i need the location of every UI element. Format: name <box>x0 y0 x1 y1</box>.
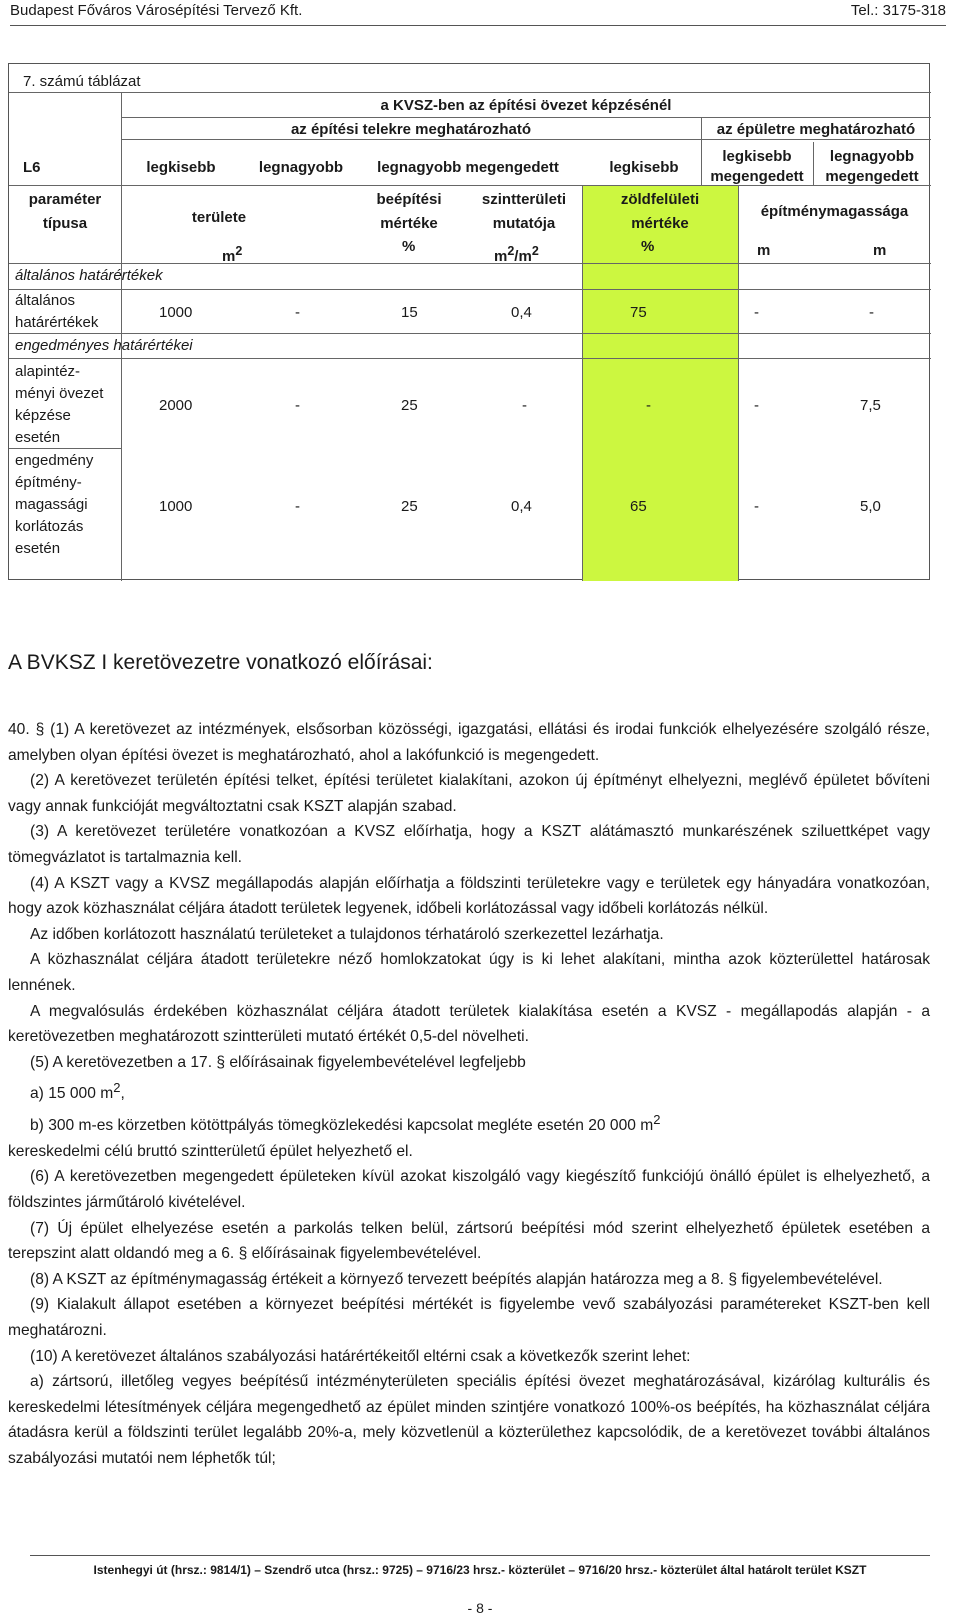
unit-m2-per-m2: $m^2/m^2$ <box>494 244 539 265</box>
limit-col1: legkisebb <box>146 159 216 176</box>
row-height-label-4: korlátozás <box>15 518 84 535</box>
param-zold-a: zöldfelületi <box>620 191 700 208</box>
param-terulete: területe <box>191 209 247 226</box>
row-general-v2: - <box>295 304 300 321</box>
row-inst-v3: 25 <box>401 397 418 414</box>
row-inst-v5: - <box>646 397 651 414</box>
paragraph: 40. § (1) A keretövezet az intézmények, elsősorban közösségi, igazgatási, ellátási és irodai funkciók elhelyezésére szolgáló része, amelyben olyan építési övezet is meghatározható, ahol a lakófunkció is megengedett. <box>8 721 930 764</box>
row-height-label-5: esetén <box>15 540 61 557</box>
section-title: A BVKSZ I keretövezetre vonatkozó előírásai: <box>8 651 433 674</box>
page-number: - 8 - <box>467 1600 493 1616</box>
row-height-v7: 5,0 <box>860 498 881 515</box>
param-szint-a: szintterületi <box>481 191 567 208</box>
phone-number: Tel.: 3175-318 <box>850 2 946 19</box>
header-telek: az építési telekre meghatározható <box>290 121 532 138</box>
row-inst-v6: - <box>754 397 759 414</box>
row-height-v1: 1000 <box>159 498 193 515</box>
list-item: a) 15 000 $m^2$, <box>30 1080 125 1103</box>
paragraph: (3) A keretövezet területére vonatkozóan a KVSZ előírhatja, hogy a KSZT alátámasztó munkarészének sziluettképet vagy tömegvázlatot is tartalmaznia kell. <box>8 823 930 866</box>
row-general-label-b: határértékek <box>15 314 99 331</box>
limit-col5a: legkisebb <box>722 148 792 165</box>
row-height-v3: 25 <box>401 498 418 515</box>
param-beep-a: beépítési <box>376 191 442 208</box>
limit-col4: legkisebb <box>609 159 679 176</box>
unit-percent: % <box>402 238 416 255</box>
paragraph: (8) A KSZT az építménymagasság értékeit a környező tervezett beépítés alapján határozza meg a 8. § figyelembevételével. <box>30 1270 883 1288</box>
paragraph: (10) A keretövezet általános szabályozási határértékeitől eltérni csak a következők szerint lehet: <box>30 1347 691 1365</box>
unit-m-1: m <box>757 242 771 259</box>
row-general-v7: - <box>869 304 874 321</box>
param-type-b: típusa <box>42 215 88 232</box>
company-name: Budapest Főváros Városépítési Tervező Kft. <box>10 2 303 19</box>
paragraph: a) zártsorú, illetőleg vegyes beépítésű intézményterületen speciális építési övezet meghatározásával, kizárólag kulturális és kereskedelmi létesítmények céljára megengedhető az épület minden szintjére vonatkozó 100%-os beépítés, ha közhasználat céljára átadásra kerül a földszinti terület legalább 20%-a, mely közvetlenül a közterülethez kapcsolódik, de a keretövezet további általános szabályozási mutatói nem léphetők túl; <box>8 1373 930 1467</box>
regulation-table <box>8 63 930 580</box>
row-inst-v2: - <box>295 397 300 414</box>
row-inst-label-1: alapintéz- <box>15 363 81 380</box>
row-general-v1: 1000 <box>159 304 193 321</box>
row-height-label-2: építmény- <box>15 474 82 491</box>
row-inst-label-4: esetén <box>15 429 61 446</box>
footer-text: Istenhegyi út (hrsz.: 9814/1) – Szendrő utca (hrsz.: 9725) – 9716/23 hrsz.- közterület – 9716/20 hrsz.- közterület által határolt terület KSZT <box>93 1563 867 1577</box>
section-general: általános határértékek <box>15 267 163 284</box>
row-height-v5: 65 <box>630 498 647 515</box>
zone-code: L6 <box>23 159 41 176</box>
header-rule <box>10 25 946 26</box>
paragraph: (5) A keretövezetben a 17. § előírásainak figyelembevételével legfeljebb <box>30 1053 526 1071</box>
table-caption: 7. számú táblázat <box>23 73 141 90</box>
unit-m-2: m <box>873 242 887 259</box>
row-inst-v7: 7,5 <box>860 397 881 414</box>
paragraph: A közhasználat céljára átadott területekre néző homlokzatokat úgy is ki lehet alakítani, mintha azok közterülettel határosak lennének. <box>8 951 930 994</box>
param-beep-b: mértéke <box>380 215 438 232</box>
section-exempt: engedményes határértékei <box>15 337 193 354</box>
row-height-label-3: magassági <box>15 496 88 513</box>
footer-rule <box>30 1555 930 1556</box>
regulation-text <box>8 717 930 1472</box>
paragraph: (9) Kialakult állapot esetében a környezet beépítési mértékét is figyelembe vevő szabályozási paramétereket KSZT-ben kell meghatározni. <box>8 1296 930 1340</box>
row-general-v3: 15 <box>401 304 418 321</box>
paragraph: A megvalósulás érdekében közhasználat céljára átadott területek kialakítása esetén a KVSZ - megállapodás alapján - a keretövezetben meghatározott szintterületi mutató értékét 0,5-del növelheti. <box>8 1002 930 1046</box>
row-inst-label-3: képzése <box>15 407 71 424</box>
unit-m2: $m^2$ <box>222 244 243 265</box>
limit-col3: legnagyobb megengedett <box>377 159 559 176</box>
paragraph: (2) A keretövezet területén építési telket, építési területet kialakítani, azokon új építményt elhelyezni, meglévő épületet bővíteni vagy annak funkcióját megváltoztatni csak KSZT alapján szabad. <box>8 772 930 815</box>
limit-col6b: megengedett <box>825 168 919 185</box>
row-inst-v4: - <box>522 397 527 414</box>
row-general-label-a: általános <box>15 292 76 309</box>
param-magassag: építménymagassága <box>760 203 909 220</box>
limit-col5b: megengedett <box>710 168 804 185</box>
header-epulet: az épületre meghatározható <box>716 121 916 138</box>
row-height-v6: - <box>754 498 759 515</box>
header-kvsz: a KVSZ-ben az építési övezet képzésénél <box>380 97 672 114</box>
unit-percent-green: % <box>641 238 655 255</box>
paragraph: (6) A keretövezetben megengedett épületeken kívül azokat kiszolgáló vagy kiegészítő funkciójú önálló épület is elhelyezhető, a földszintes járműtároló kivételével. <box>8 1168 930 1212</box>
paragraph: (4) A KSZT vagy a KVSZ megállapodás alapján előírhatja a földszinti területekre vagy e területek egy hányadára vonatkozóan, hogy azok közhasználat céljára átadott területek legyenek, időbeli korlátozással vagy időbeli korlátozás nélkül. <box>8 874 930 918</box>
param-szint-b: mutatója <box>492 215 556 232</box>
row-height-v2: - <box>295 498 300 515</box>
param-type-a: paraméter <box>28 191 102 208</box>
page-header <box>0 0 960 38</box>
row-general-v5: 75 <box>630 304 647 321</box>
row-general-v6: - <box>754 304 759 321</box>
row-height-v4: 0,4 <box>511 498 532 515</box>
param-zold-b: mértéke <box>631 215 689 232</box>
green-highlight-column <box>582 185 738 581</box>
paragraph: (7) Új épület elhelyezése esetén a parkolás telken belül, zártsorú beépítési mód szerint elhelyezhető épületek esetében a terepszint alatt oldandó meg a 6. § előírásainak figyelembevételével. <box>8 1219 930 1263</box>
limit-col2: legnagyobb <box>258 159 344 176</box>
limit-col6a: legnagyobb <box>829 148 915 165</box>
row-inst-v1: 2000 <box>159 397 193 414</box>
row-general-v4: 0,4 <box>511 304 532 321</box>
row-height-label-1: engedmény <box>15 452 94 469</box>
paragraph: kereskedelmi célú bruttó szintterületű épület helyezhető el. <box>8 1142 413 1160</box>
row-inst-label-2: ményi övezet <box>15 385 104 402</box>
list-item: b) 300 m-es körzetben kötöttpályás tömegközlekedési kapcsolat megléte esetén 20 000 $m^2$ <box>30 1112 661 1135</box>
paragraph: Az időben korlátozott használatú területeket a tulajdonos térhatároló szerkezettel lezárhatja. <box>30 925 664 943</box>
